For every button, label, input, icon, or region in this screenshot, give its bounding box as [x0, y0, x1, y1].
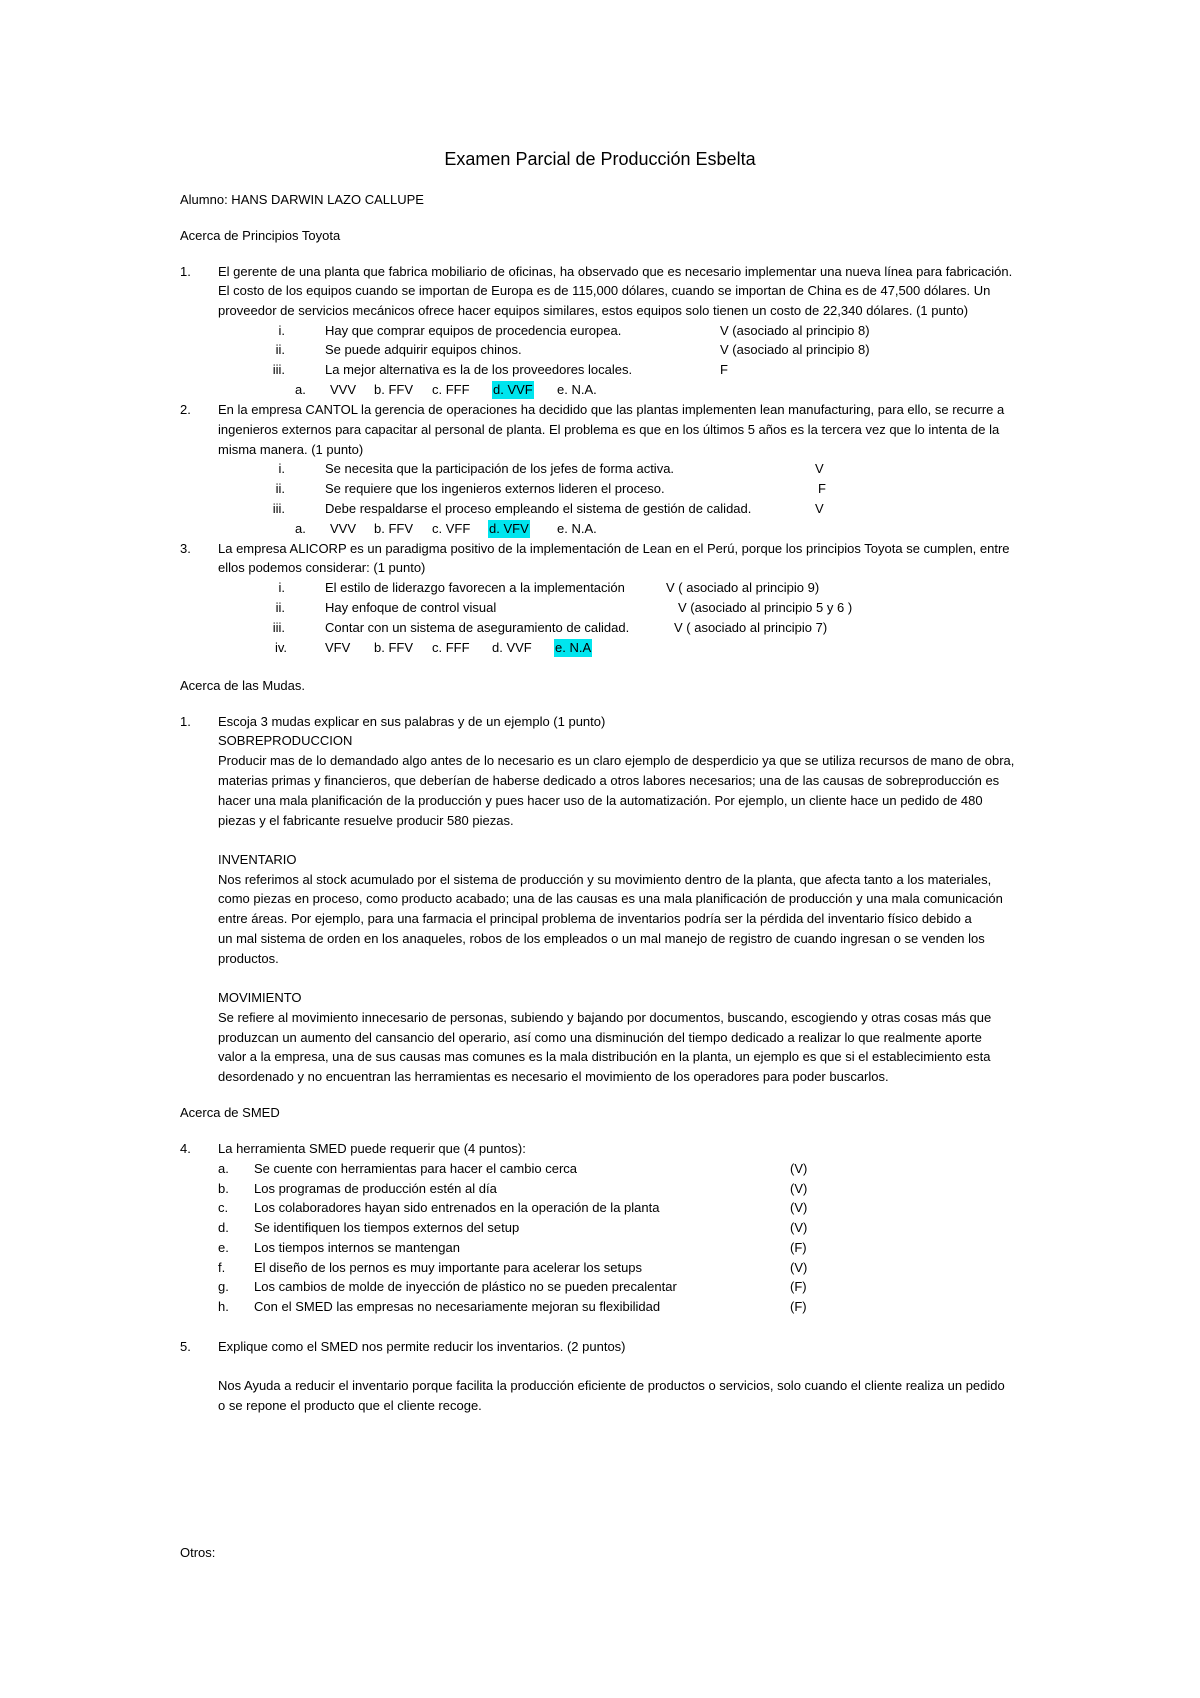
item-letter: b.: [218, 1181, 229, 1196]
question-number: 5.: [180, 1339, 191, 1354]
muda-text: como piezas en proceso, como producto acabado; una de las causas es una mala planificación de producción y una mala comunicación: [218, 891, 1003, 906]
option-d-selected: d. VVF: [493, 382, 533, 397]
item-roman: i.: [278, 323, 285, 338]
item-answer: (V): [790, 1260, 808, 1275]
item-text: Hay que comprar equipos de procedencia europea.: [325, 323, 622, 338]
item-text: Contar con un sistema de aseguramiento de calidad.: [325, 620, 630, 635]
section-heading-toyota: Acerca de Principios Toyota: [180, 228, 341, 243]
question-number: 2.: [180, 402, 191, 417]
option-a: VFV: [325, 640, 351, 655]
item-answer: V ( asociado al principio 9): [666, 580, 820, 595]
item-letter: f.: [218, 1260, 226, 1275]
item-answer: V (asociado al principio 5 y 6 ): [678, 600, 853, 615]
option-label: a.: [295, 521, 306, 536]
question-text: misma manera. (1 punto): [218, 442, 364, 457]
option-c: c. VFF: [432, 521, 471, 536]
item-answer: F: [720, 362, 728, 377]
item-letter: h.: [218, 1299, 229, 1314]
question-text: La empresa ALICORP es un paradigma positivo de la implementación de Lean en el Perú, porque los principios Toyota se cumplen, entre: [218, 541, 1010, 556]
question-number: 1.: [180, 264, 191, 279]
question-number: 3.: [180, 541, 191, 556]
question-number: 4.: [180, 1141, 191, 1156]
item-roman: i.: [278, 580, 285, 595]
question-text: proveedor de servicios mecánicos ofrece hacer equipos similares, estos equipos solo tienen un costo de 22,340 dólares. (1 punto): [218, 303, 969, 318]
item-roman: ii.: [275, 342, 285, 357]
item-roman: ii.: [275, 481, 285, 496]
item-answer: (V): [790, 1220, 808, 1235]
item-text: Se puede adquirir equipos chinos.: [325, 342, 522, 357]
section-heading-smed: Acerca de SMED: [180, 1105, 280, 1120]
item-answer: (V): [790, 1181, 808, 1196]
item-text: El diseño de los pernos es muy importante para acelerar los setups: [254, 1260, 643, 1275]
answer-text: Nos Ayuda a reducir el inventario porque facilita la producción eficiente de productos o servicios, solo cuando el cliente realiza un pedido: [218, 1378, 1005, 1393]
option-e-selected: e. N.A: [555, 640, 592, 655]
option-b: b. FFV: [374, 382, 414, 397]
item-text: Con el SMED las empresas no necesariamente mejoran su flexibilidad: [254, 1299, 661, 1314]
item-text: Los tiempos internos se mantengan: [254, 1240, 460, 1255]
item-answer: V ( asociado al principio 7): [674, 620, 828, 635]
item-roman: i.: [278, 461, 285, 476]
option-a: VVV: [330, 382, 357, 397]
item-letter: c.: [218, 1200, 229, 1215]
question-text: Escoja 3 mudas explicar en sus palabras y de un ejemplo (1 punto): [218, 714, 606, 729]
option-b: b. FFV: [374, 521, 414, 536]
option-e: e. N.A.: [557, 521, 597, 536]
item-letter: e.: [218, 1240, 229, 1255]
question-text: ingenieros externos para capacitar al personal de planta. El problema es que en los últimos 5 años es la tercera vez que lo intenta de la: [218, 422, 1000, 437]
question-text: En la empresa CANTOL la gerencia de operaciones ha decidido que las plantas implementen lean manufacturing, para ello, se recurre a: [218, 402, 1005, 417]
option-a: VVV: [330, 521, 357, 536]
item-text: Hay enfoque de control visual: [325, 600, 497, 615]
muda-text: piezas y el fabricante resuelve producir 580 piezas.: [218, 813, 514, 828]
question-text: La herramienta SMED puede requerir que (4 puntos):: [218, 1141, 526, 1156]
question-number: 1.: [180, 714, 191, 729]
item-answer: V: [815, 501, 824, 516]
question-text: Explique como el SMED nos permite reducir los inventarios. (2 puntos): [218, 1339, 626, 1354]
item-answer: V (asociado al principio 8): [720, 342, 870, 357]
item-text: Se identifiquen los tiempos externos del setup: [254, 1220, 520, 1235]
item-text: La mejor alternativa es la de los proveedores locales.: [325, 362, 633, 377]
student-name: Alumno: HANS DARWIN LAZO CALLUPE: [180, 192, 424, 207]
item-answer: (F): [790, 1299, 807, 1314]
item-text: Se requiere que los ingenieros externos lideren el proceso.: [325, 481, 665, 496]
option-d: d. VVF: [492, 640, 532, 655]
option-e: e. N.A.: [557, 382, 597, 397]
muda-text: materias primas y financieros, que deberían de haberse dedicado a otros labores necesarios; una de las causas de sobreproducción es: [218, 773, 1000, 788]
muda-title: MOVIMIENTO: [218, 990, 302, 1005]
option-c: c. FFF: [432, 640, 470, 655]
question-text: El gerente de una planta que fabrica mobiliario de oficinas, ha observado que es necesario implementar una nueva línea para fabricación.: [218, 264, 1013, 279]
item-roman: iii.: [272, 362, 285, 377]
item-roman: iii.: [272, 501, 285, 516]
item-text: Los colaboradores hayan sido entrenados en la operación de la planta: [254, 1200, 660, 1215]
option-d-selected: d. VFV: [489, 521, 529, 536]
item-answer: (F): [790, 1279, 807, 1294]
item-text: El estilo de liderazgo favorecen a la implementación: [325, 580, 625, 595]
muda-text: valor a la empresa, una de sus causas mas comunes es la mala distribución en la planta, un ejemplo es que si el establecimiento esta: [218, 1049, 991, 1064]
item-answer: V (asociado al principio 8): [720, 323, 870, 338]
option-label: iv.: [275, 640, 288, 655]
muda-text: Producir mas de lo demandado algo antes de lo necesario es un claro ejemplo de desperdicio ya que se utiliza recursos de mano de obra,: [218, 753, 1015, 768]
question-text: ellos podemos considerar: (1 punto): [218, 560, 426, 575]
page-title: Examen Parcial de Producción Esbelta: [444, 149, 756, 169]
muda-text: hacer una mala planificación de la producción y pues hacer uso de la automatización. Por ejemplo, un cliente hace un pedido de 480: [218, 793, 983, 808]
item-text: Se cuente con herramientas para hacer el cambio cerca: [254, 1161, 578, 1176]
item-text: Los cambios de molde de inyección de plástico no se pueden precalentar: [254, 1279, 677, 1294]
muda-title: SOBREPRODUCCION: [218, 733, 353, 748]
item-text: Se necesita que la participación de los jefes de forma activa.: [325, 461, 675, 476]
muda-text: Se refiere al movimiento innecesario de personas, subiendo y bajando por documentos, buscando, escogiendo y otras cosas más que: [218, 1010, 992, 1025]
item-roman: ii.: [275, 600, 285, 615]
section-heading-mudas: Acerca de las Mudas.: [180, 678, 306, 693]
footer-label: Otros:: [180, 1545, 216, 1560]
item-letter: g.: [218, 1279, 229, 1294]
question-text: El costo de los equipos cuando se importan de Europa es de 115,000 dólares, cuando se importan de China es de 47,500 dólares. Un: [218, 283, 991, 298]
option-label: a.: [295, 382, 306, 397]
muda-text: entre áreas. Por ejemplo, para una farmacia el principal problema de inventarios podría ser la pérdida del inventario físico debido a: [218, 911, 972, 926]
muda-text: produzcan un aumento del cansancio del operario, así como una disminución del tiempo dedicado a realizar lo que realmente aporte: [218, 1030, 982, 1045]
muda-title: INVENTARIO: [218, 852, 297, 867]
item-answer: V: [815, 461, 824, 476]
muda-text: desordenado y no encuentran las herramientas es necesario el movimiento de los operadores para poder buscarlos.: [218, 1069, 889, 1084]
option-c: c. FFF: [432, 382, 470, 397]
item-answer: F: [818, 481, 826, 496]
item-answer: (F): [790, 1240, 807, 1255]
item-answer: (V): [790, 1200, 808, 1215]
item-text: Debe respaldarse el proceso empleando el sistema de gestión de calidad.: [325, 501, 752, 516]
item-letter: a.: [218, 1161, 229, 1176]
item-roman: iii.: [272, 620, 285, 635]
muda-text: Nos referimos al stock acumulado por el sistema de producción y su movimiento dentro de la planta, que afecta tanto a los materiales,: [218, 872, 992, 887]
option-b: b. FFV: [374, 640, 414, 655]
item-text: Los programas de producción estén al día: [254, 1181, 497, 1196]
item-letter: d.: [218, 1220, 229, 1235]
item-answer: (V): [790, 1161, 808, 1176]
muda-text: un mal sistema de orden en los anaqueles, robos de los empleados o un mal manejo de registro de cuando ingresan o se venden los: [218, 931, 985, 946]
answer-text: o se repone el producto que el cliente recoge.: [218, 1398, 482, 1413]
muda-text: productos.: [218, 951, 279, 966]
